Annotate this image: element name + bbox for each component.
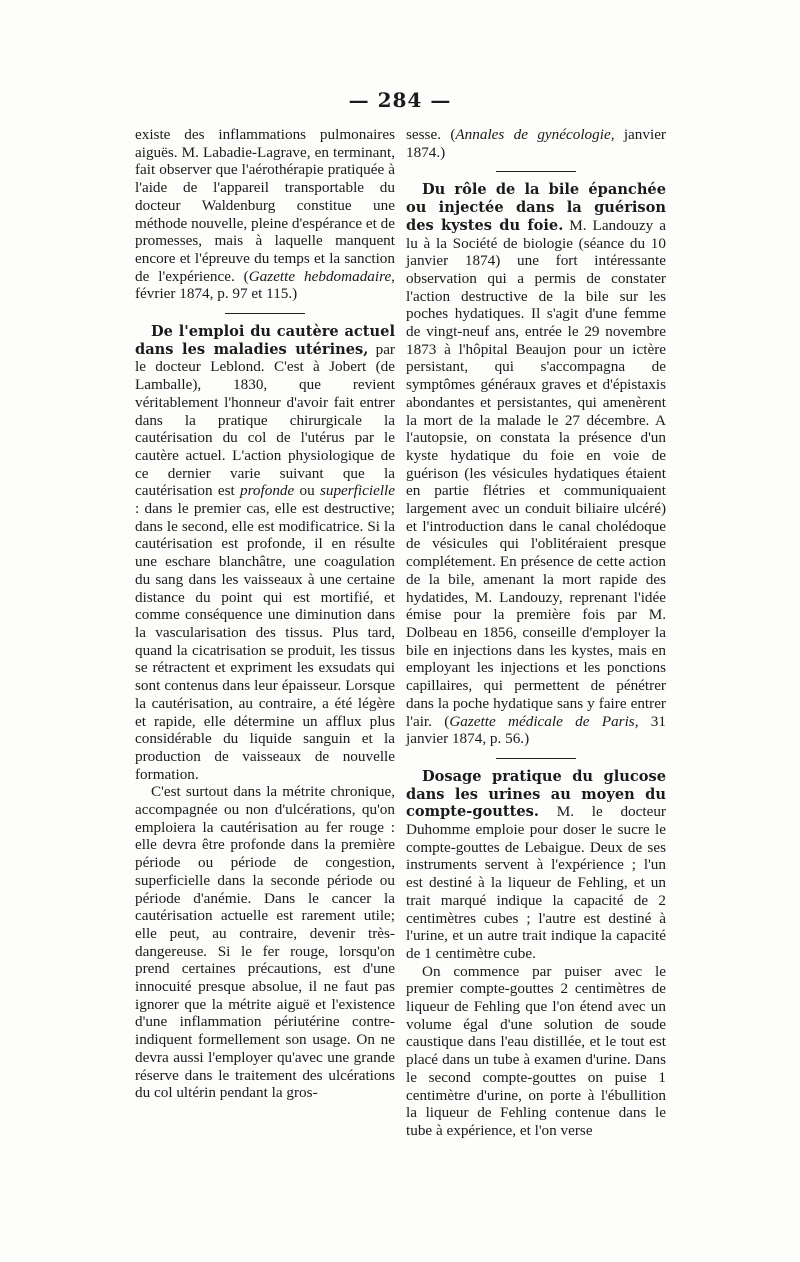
source-citation: Gazette médicale de Paris, [449, 712, 639, 730]
article-title: De l'emploi du cautère actuel dans les maladies utérines, [135, 323, 395, 358]
article-title: Du rôle de la bile épanchée ou injectée dans la guérison des kystes du foie. [406, 181, 666, 234]
paragraph-glucose: Dosage pratique du glucose dans les urines au moyen du compte-gouttes. M. le docteur Duhomme emploie pour doser le sucre le compte-gouttes de Lebaigue. Deux de ses instruments servent à l'expérience ; l'un est destiné à la liqueur de Fehling, et un trait marqué indique la capacité de 2 centimètres cubes ; l'autre est destiné à l'urine, et un autre trait indique la capacité de 1 centimètre cube. [406, 767, 666, 962]
article-title: Dosage pratique du glucose dans les urines au moyen du compte-gouttes. [406, 767, 666, 821]
paragraph-cautere: De l'emploi du cautère actuel dans les maladies utérines, par le docteur Leblond. C'est à Jobert (de Lamballe), 1830, que revient véritablement l'honneur d'avoir fait entrer dans la pratique chirurgicale la cautérisation du col de l'utérus par le cautère actuel. L'action physiologique de ce dernier varie suivant que la cautérisation est profonde ou superficielle : dans le premier cas, elle est destructive; dans le second, elle est modificatrice. Si la cautérisation est profonde, il en résulte une eschare blanchâtre, une coagulation du sang dans les vaisseaux à une certaine distance du point qui est mortifié, et comme conséquence une diminution dans la vascularisation des tissus. Plus tard, quand la cicatrisation se produit, les tissus se rétractent et expriment les exsudats qui sont contenus dans leur épaisseur. Lorsque la cautérisation, au contraire, a été légère et rapide, elle détermine un afflux plus considérable du liquide sanguin et la production de vaisseaux de nouvelle formation. [135, 323, 396, 783]
source-citation: Gazette hebdomadaire, [248, 267, 395, 285]
paragraph-aerotherapy: existe des inflammations pulmonaires aiguës. M. Labadie-Lagrave, en terminant, fait observer que l'aérothérapie pratiquée à l'aide de l'appareil transportable du docteur Waldenburg constitue une méthode nouvelle, pleine d'espérance et de promesses, mais à laquelle manquent encore et l'épreuve du temps et la sanction de l'expérience. (Gazette hebdomadaire, février 1874, p. 97 et 115.) [135, 126, 395, 303]
section-divider [496, 758, 576, 759]
page-number: — 284 — [348, 88, 452, 112]
source-citation: Annales de gynécologie, [455, 126, 615, 143]
left-column [135, 126, 395, 1102]
paragraph-metrite: C'est surtout dans la métrite chronique, accompagnée ou non d'ulcérations, qu'on emploiera la cautérisation au fer rouge : elle devra être profonde dans la première période ou période de congestion, superficielle dans la seconde période ou période d'anémie. Dans le cancer la cautérisation actuelle est rarement utile; elle peut, au contraire, devenir très-dangereuse. Si le fer rouge, lorsqu'on prend certaines précautions, est d'une innocuité presque absolue, il ne faut pas ignorer que la métrite aiguë et l'existence d'une inflammation périutérine contre-indiquent formellement son usage. On ne devra aussi l'employer qu'avec une grande réserve dans le traitement des ulcérations du col ultérin pendant la gros- [135, 783, 395, 1102]
section-divider [496, 171, 576, 172]
paragraph-bile: Du rôle de la bile épanchée ou injectée dans la guérison des kystes du foie. M. Landouzy a lu à la Société de biologie (séance du 10 janvier 1874) une fort intéressante observation qui a permis de constater l'action destructive de la bile sur les poches hydatiques. Il s'agit d'une femme de vingt-neuf ans, entrée le 29 novembre 1873 à l'hôpital Beaujon pour un ictère persistant, qui s'accompagna de symptômes généraux graves et d'épistaxis abondantes et persistantes, qui amenèrent la mort de la malade le 27 décembre. A l'autopsie, on constata la présence d'un kyste hydatique du foie en voie de guérison (les vésicules hydatiques étaient en partie flétries et communiquaient largement avec un conduit biliaire ulcéré) et l'introduction dans le canal cholédoque de vésicules qui l'oblitéraient presque complétement. En présence de cette action de la bile, amenant la mort rapide des hydatides, M. Landouzy, reprenant l'idée émise pour la première fois par M. Dolbeau en 1856, conseille d'employer la bile en injections dans les kystes, mais en employant les injections et les ponctions capillaires, qui permettent de pénétrer dans la poche hydatique sans y faire entrer l'air. (Gazette médicale de Paris, 31 janvier 1874, p. 56.) [406, 181, 666, 748]
paragraph-procedure: On commence par puiser avec le premier compte-gouttes 2 centimètres de liqueur de Fehling que l'on étend avec un volume égal d'une solution de soude caustique dans l'eau distillée, et le tout est placé dans un tube à examen d'urine. Dans le second compte-gouttes on puise 1 centimètre d'urine, on porte à l'ébullition la liqueur de Fehling contenue dans le tube à expérience, et l'on verse [406, 962, 666, 1139]
section-divider [225, 313, 305, 314]
paragraph-continuation: sesse. (Annales de gynécologie, janvier 1874.) [406, 126, 666, 161]
right-column [406, 126, 666, 1140]
